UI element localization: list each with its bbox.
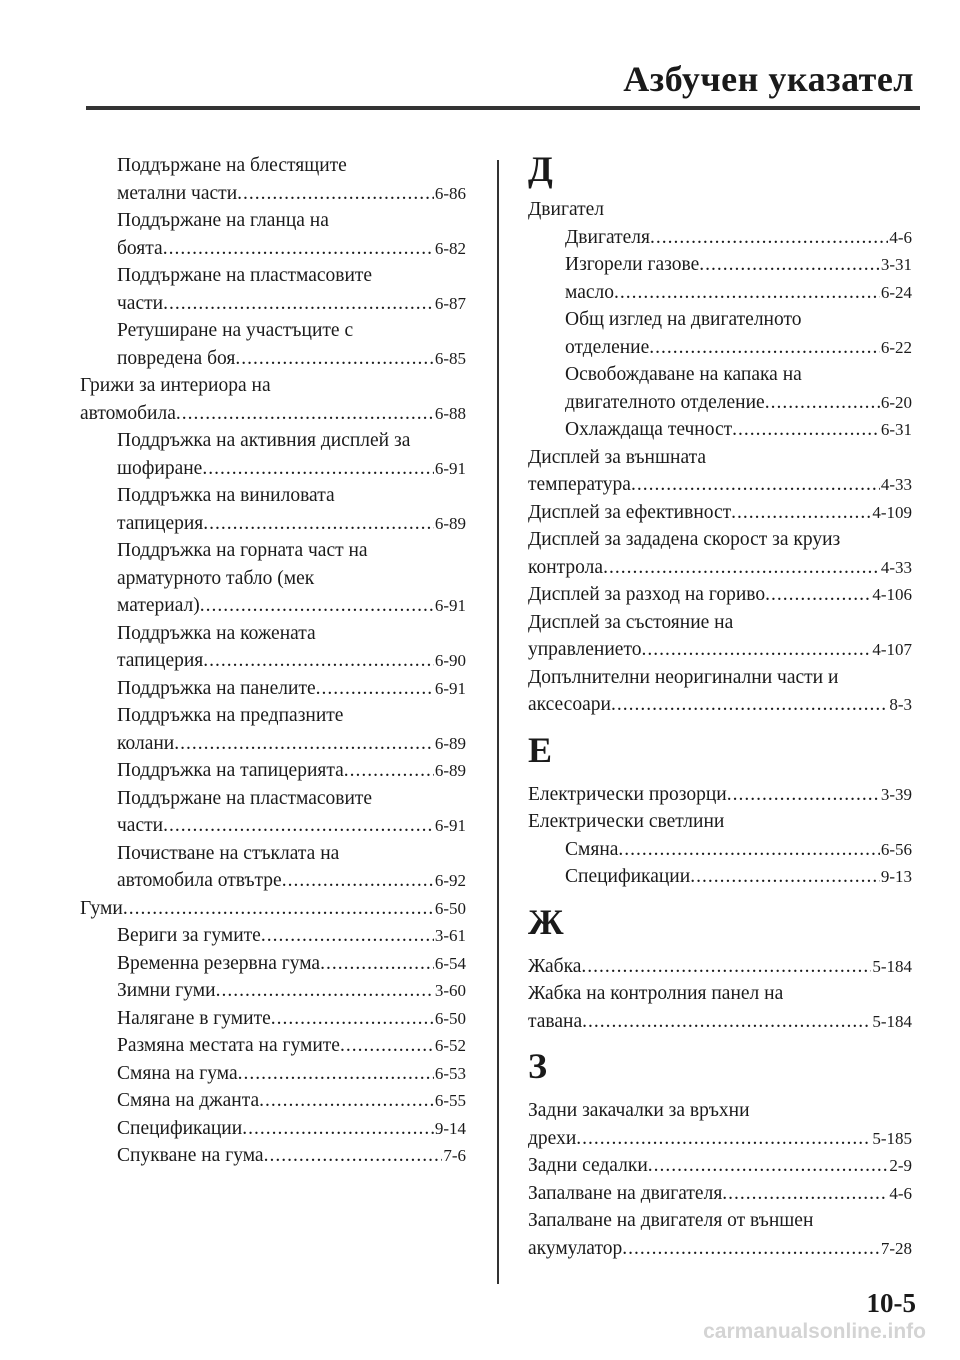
page-reference: 4-33 — [880, 557, 912, 577]
page-reference: 7-6 — [443, 1146, 466, 1165]
entry-text: Ретуширане на участъците с — [117, 320, 354, 341]
entry-text: Дисплей за състояние на — [528, 611, 734, 633]
entry-text: шофиране — [117, 457, 203, 479]
index-entry — [528, 444, 912, 472]
entry-text: Поддържане на пластмасовите — [117, 265, 373, 286]
page-reference: 9-13 — [880, 867, 912, 886]
entry-text: колани — [117, 732, 175, 754]
index-entry — [528, 664, 912, 692]
entry-text: арматурното табло (мек — [117, 567, 315, 589]
entry-text: Поддръжка на кожената — [117, 622, 316, 644]
index-entry — [528, 781, 912, 809]
page-reference: 6-89 — [434, 513, 466, 533]
index-subentry — [80, 730, 466, 758]
watermark: carmanualsonline.info — [703, 1320, 926, 1343]
entry-text: контрола — [528, 556, 604, 578]
entry-text: Поддържане на гланца на — [117, 210, 329, 231]
index-subentry — [80, 922, 466, 950]
page-reference: 2-9 — [889, 1156, 912, 1175]
index-subentry — [80, 592, 466, 620]
index-subentry — [80, 235, 466, 263]
index-subentry — [528, 836, 912, 864]
dot-leader — [690, 863, 880, 891]
entry-text: Дисплей за външната — [528, 446, 707, 468]
dot-leader — [614, 279, 880, 307]
section-letter: Е — [528, 729, 553, 770]
entry-text: акумулатор — [528, 1237, 623, 1259]
index-subentry — [80, 647, 466, 675]
page-reference: 6-87 — [434, 293, 466, 313]
index-subentry — [80, 317, 466, 345]
entry-text: Зимни гуми — [117, 980, 216, 1001]
entry-text: дрехи — [528, 1127, 577, 1149]
page-reference: 6-55 — [434, 1091, 466, 1110]
entry-text: Жабка — [528, 955, 582, 977]
index-column-left — [80, 152, 466, 1170]
index-subentry — [80, 482, 466, 510]
entry-text: Спецификации — [117, 1117, 243, 1139]
entry-text: Спецификации — [565, 866, 691, 887]
entry-text: тавана — [528, 1010, 583, 1032]
dot-leader — [765, 581, 871, 609]
index-subentry — [528, 416, 912, 444]
page-reference: 6-86 — [434, 183, 466, 203]
dot-leader — [648, 1152, 889, 1180]
index-entry — [528, 526, 912, 554]
page-reference: 7-28 — [880, 1238, 912, 1258]
entry-text: Поддръжка на горната част на — [117, 540, 368, 561]
dot-leader — [237, 180, 434, 208]
dot-leader — [622, 1235, 880, 1263]
index-subentry — [80, 565, 466, 593]
section-letter: З — [528, 1046, 548, 1086]
dot-leader — [235, 345, 433, 373]
dot-leader — [732, 416, 880, 444]
index-subentry — [80, 702, 466, 730]
index-entry — [528, 953, 912, 981]
index-subentry — [80, 950, 466, 978]
entry-text: Почистване на стъклата на — [117, 842, 340, 864]
entry-text: Поддръжка на предпазните — [117, 705, 344, 726]
entry-text: Смяна — [565, 838, 619, 860]
entry-text: Дисплей за зададена скорост за круиз — [528, 529, 841, 550]
entry-text: Охлаждаща течност — [565, 419, 733, 440]
entry-text: Вериги за гумите — [117, 925, 261, 946]
entry-text: Смяна на гума — [117, 1062, 238, 1084]
dot-leader — [641, 636, 871, 664]
column-divider — [497, 160, 499, 1284]
dot-leader — [259, 1087, 434, 1115]
entry-text: боята — [117, 237, 163, 259]
index-subentry — [528, 863, 912, 891]
entry-text: повредена боя — [117, 347, 236, 369]
index-subentry — [80, 262, 466, 290]
page-reference: 9-14 — [434, 1118, 466, 1138]
index-subentry — [80, 455, 466, 483]
entry-text: метални части — [117, 182, 238, 204]
entry-text: температура — [528, 474, 631, 495]
index-subentry — [80, 867, 466, 895]
page-reference: 6-91 — [434, 816, 466, 835]
dot-leader — [765, 389, 880, 417]
page-reference: 6-31 — [880, 420, 912, 439]
index-entry — [528, 499, 912, 527]
page-reference: 4-106 — [872, 585, 912, 604]
page-reference: 6-91 — [434, 596, 466, 615]
page-reference: 6-24 — [880, 282, 912, 302]
entry-text: автомобила — [80, 402, 176, 424]
index-entry — [80, 400, 466, 428]
dot-leader — [581, 953, 871, 981]
index-entry — [528, 691, 912, 719]
entry-text: Допълнителни неоригинални части и — [528, 666, 839, 688]
page-reference: 6-82 — [434, 238, 466, 258]
dot-leader — [216, 977, 434, 1005]
entry-text: масло — [565, 281, 614, 303]
index-entry — [80, 372, 466, 400]
entry-text: Запалване на двигателя — [528, 1182, 723, 1204]
index-subentry — [80, 1005, 466, 1033]
dot-leader — [618, 836, 879, 864]
dot-leader — [316, 675, 434, 703]
index-entry — [528, 196, 912, 224]
entry-text: тапицерия — [117, 650, 204, 671]
page-reference: 6-50 — [434, 1008, 466, 1028]
index-entry — [528, 1207, 912, 1235]
index-subentry — [80, 427, 466, 455]
entry-text: Задни седалки — [528, 1155, 648, 1176]
dot-leader — [649, 334, 880, 362]
index-entry — [528, 581, 912, 609]
index-entry — [528, 808, 912, 836]
dot-leader — [731, 499, 871, 527]
dot-leader — [582, 1008, 871, 1036]
index-subentry — [80, 345, 466, 373]
entry-text: Общ изглед на двигателното — [565, 309, 802, 330]
index-subentry — [80, 1060, 466, 1088]
entry-text: части — [117, 815, 164, 836]
entry-text: Поддръжка на виниловата — [117, 485, 335, 506]
section-letter: Д — [528, 149, 553, 189]
dot-leader — [163, 290, 434, 318]
dot-leader — [238, 1060, 434, 1088]
dot-leader — [727, 781, 880, 809]
entry-text: Размяна местата на гумите — [117, 1035, 340, 1056]
page-reference: 6-56 — [880, 839, 912, 859]
entry-text: Жабка на контролния панел на — [528, 983, 784, 1004]
page-reference: 6-85 — [434, 348, 466, 368]
page-reference: 4-33 — [880, 475, 912, 494]
page-reference: 6-50 — [434, 898, 466, 918]
index-entry — [528, 636, 912, 664]
index-subentry — [80, 180, 466, 208]
dot-leader — [202, 455, 433, 483]
page-reference: 8-3 — [889, 695, 912, 714]
index-subentry — [80, 1032, 466, 1060]
index-entry — [528, 1152, 912, 1180]
index-column-right — [528, 149, 912, 1262]
dot-leader — [176, 400, 434, 428]
index-subentry — [80, 290, 466, 318]
entry-text: Освобождаване на капака на — [565, 364, 802, 385]
page-number: 10-5 — [866, 1288, 916, 1318]
index-entry — [528, 980, 912, 1008]
dot-leader — [203, 647, 434, 675]
page-reference: 6-20 — [880, 392, 912, 412]
index-entry — [528, 609, 912, 637]
index-subentry — [80, 757, 466, 785]
dot-leader — [123, 895, 434, 923]
page-reference: 6-54 — [434, 953, 466, 973]
entry-text: Дисплей за ефективност — [528, 501, 732, 523]
page-reference: 5-185 — [872, 1128, 912, 1148]
dot-leader — [603, 554, 880, 582]
page-reference: 4-6 — [889, 227, 912, 247]
entry-text: Налягане в гумите — [117, 1007, 271, 1029]
entry-text: аксесоари — [528, 694, 611, 715]
page-reference: 6-91 — [434, 678, 466, 698]
page-reference: 6-89 — [434, 733, 466, 753]
index-subentry — [80, 785, 466, 813]
page-reference: 6-89 — [434, 761, 466, 780]
page-reference: 6-52 — [434, 1036, 466, 1055]
section-letter: Ж — [528, 901, 564, 942]
page-reference: 4-107 — [872, 640, 912, 659]
header-rule — [86, 106, 920, 110]
entry-text: Двигател — [528, 199, 605, 220]
dot-leader — [650, 224, 888, 252]
dot-leader — [699, 251, 880, 279]
entry-text: Запалване на двигателя от външен — [528, 1210, 814, 1231]
entry-text: Поддържане на пластмасовите — [117, 787, 373, 809]
page-reference: 3-61 — [434, 926, 466, 945]
page-reference: 6-91 — [434, 458, 466, 478]
index-subentry — [528, 224, 912, 252]
index-subentry — [80, 1087, 466, 1115]
entry-text: Поддръжка на тапицерията — [117, 760, 344, 781]
page-reference: 3-31 — [880, 255, 912, 274]
page-reference: 6-22 — [880, 337, 912, 357]
dot-leader — [722, 1180, 888, 1208]
index-subentry — [80, 537, 466, 565]
dot-leader — [320, 950, 434, 978]
dot-leader — [163, 812, 434, 840]
entry-text: Поддържане на блестящите — [117, 155, 347, 176]
entry-text: отделение — [565, 336, 650, 358]
index-entry — [528, 1008, 912, 1036]
dot-leader — [174, 730, 434, 758]
entry-text: материал) — [117, 595, 200, 616]
dot-leader — [200, 592, 434, 620]
dot-leader — [340, 1032, 434, 1060]
entry-text: Гуми — [80, 897, 123, 919]
page-reference: 3-39 — [880, 784, 912, 804]
entry-text: Дисплей за разход на гориво — [528, 584, 766, 605]
dot-leader — [242, 1115, 434, 1143]
index-entry — [528, 1097, 912, 1125]
index-entry — [528, 471, 912, 499]
entry-text: Поддръжка на панелите — [117, 677, 316, 699]
entry-text: Двигателя — [565, 226, 650, 248]
index-subentry — [528, 334, 912, 362]
entry-text: Електрически прозорци — [528, 783, 727, 805]
index-subentry — [80, 977, 466, 1005]
page-reference: 6-90 — [434, 651, 466, 670]
index-subentry — [80, 1142, 466, 1170]
index-subentry — [528, 361, 912, 389]
index-subentry — [80, 1115, 466, 1143]
dot-leader — [611, 691, 888, 719]
dot-leader — [344, 757, 434, 785]
entry-text: Поддръжка на активния дисплей за — [117, 430, 411, 451]
page-reference: 5-184 — [872, 956, 912, 976]
page-reference: 6-53 — [434, 1063, 466, 1083]
entry-text: тапицерия — [117, 512, 204, 534]
dot-leader — [261, 922, 434, 950]
index-entry — [80, 895, 466, 923]
entry-text: Грижи за интериора на — [80, 375, 271, 396]
index-subentry — [528, 251, 912, 279]
dot-leader — [282, 867, 434, 895]
entry-text: Изгорели газове — [565, 254, 700, 275]
page-reference: 3-60 — [434, 981, 466, 1000]
index-entry — [528, 1180, 912, 1208]
index-entry — [528, 1235, 912, 1263]
index-subentry — [80, 620, 466, 648]
entry-text: управлението — [528, 639, 642, 660]
entry-text: Спукване на гума — [117, 1145, 264, 1166]
page-reference: 5-184 — [872, 1011, 912, 1031]
page-title: Азбучен указател — [623, 59, 914, 99]
dot-leader — [271, 1005, 434, 1033]
index-subentry — [80, 207, 466, 235]
dot-leader — [203, 510, 434, 538]
index-entry — [528, 1125, 912, 1153]
index-subentry — [528, 389, 912, 417]
index-subentry — [528, 306, 912, 334]
entry-text: части — [117, 292, 164, 314]
index-subentry — [528, 279, 912, 307]
dot-leader — [576, 1125, 871, 1153]
index-subentry — [80, 840, 466, 868]
index-subentry — [80, 510, 466, 538]
index-entry — [528, 554, 912, 582]
dot-leader — [631, 471, 880, 499]
page-reference: 6-88 — [434, 403, 466, 423]
entry-text: Смяна на джанта — [117, 1090, 260, 1111]
page-reference: 6-92 — [434, 871, 466, 890]
page-reference: 4-109 — [872, 502, 912, 522]
entry-text: Задни закачалки за връхни — [528, 1100, 750, 1121]
entry-text: Временна резервна гума — [117, 952, 321, 974]
dot-leader — [163, 235, 434, 263]
index-subentry — [80, 675, 466, 703]
entry-text: Електрически светлини — [528, 811, 725, 832]
index-subentry — [80, 812, 466, 840]
page-reference: 4-6 — [889, 1183, 912, 1203]
entry-text: автомобила отвътре — [117, 870, 282, 891]
entry-text: двигателното отделение — [565, 391, 765, 413]
index-subentry — [80, 152, 466, 180]
dot-leader — [264, 1142, 443, 1170]
